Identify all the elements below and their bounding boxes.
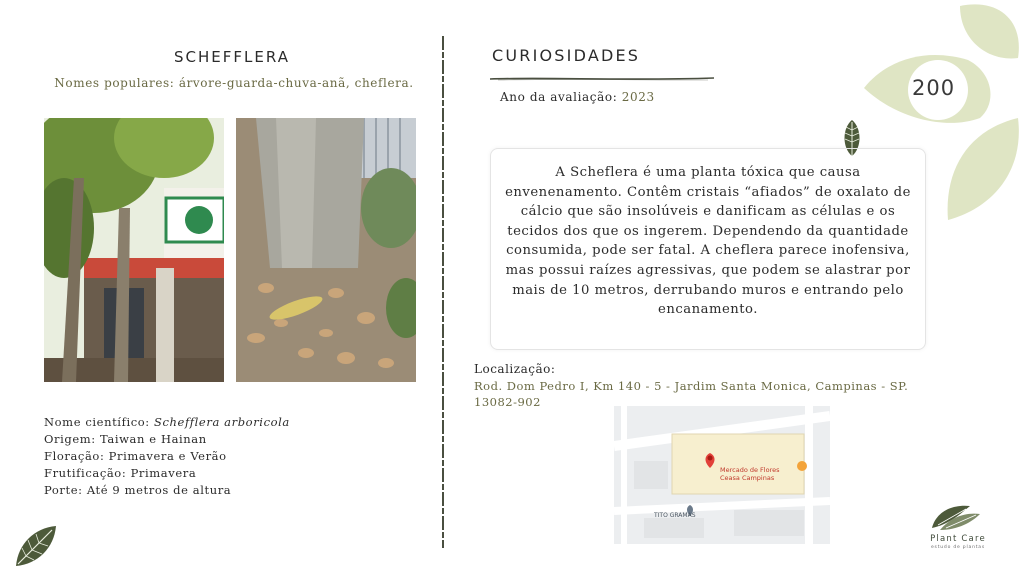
- plant-info: [44, 414, 290, 499]
- fruiting-row: Frutificação: Primavera: [44, 466, 197, 480]
- origin-row: Origem: Taiwan e Hainan: [44, 432, 207, 446]
- tree-photo-trunk: [236, 118, 416, 382]
- column-divider: [440, 36, 446, 548]
- year-label: Ano da avaliação:: [500, 90, 622, 104]
- map-secondary-label: TITO GRAMAS: [654, 512, 696, 519]
- plant-care-logo-icon: [930, 502, 982, 538]
- location-map[interactable]: [614, 406, 830, 544]
- map-place-label: Mercado de Flores Ceasa Campinas: [720, 466, 780, 482]
- location-address[interactable]: Rod. Dom Pedro I, Km 140 - 5 - Jardim Santa Monica, Campinas - SP. 13082-902: [474, 379, 909, 409]
- flowering-row: Floração: Primavera e Verão: [44, 449, 227, 463]
- leaf-icon-bottom-left: [12, 522, 60, 574]
- tree-photo-storefront: [44, 118, 224, 382]
- plant-title: SCHEFFLERA: [174, 48, 290, 66]
- badge-number: 200: [912, 76, 956, 100]
- scientific-name-label: Nome científico:: [44, 415, 155, 429]
- popular-names: Nomes populares: árvore-guarda-chuva-anã, cheflera.: [54, 76, 414, 90]
- curiosities-title: CURIOSIDADES: [492, 46, 641, 65]
- year-value: 2023: [621, 90, 655, 104]
- description-text: A Scheflera é uma planta tóxica que causa envenenamento. Contêm cristais “afiados” de oxalato de cálcio que são insolúveis e danificam as células e os tecidos dos que os ingerem. Dependendo da quantidade consumida, pode ser fatal. A cheflera parece inofensiva, mas possui raízes agressivas, que podem se alastrar por mais de 10 metros, derrubando muros e entrando pelo encanamento.: [505, 165, 911, 318]
- brand-tagline: estudo de plantas: [930, 545, 985, 550]
- location-label: Localização:: [474, 362, 556, 376]
- scientific-name-value: Schefflera arboricola: [154, 415, 290, 429]
- decorative-leaves: [848, 0, 1024, 234]
- evaluation-year: [500, 90, 655, 104]
- title-underline: [488, 68, 716, 87]
- brand-name: Plant Care: [930, 534, 986, 544]
- size-row: Porte: Até 9 metros de altura: [44, 483, 232, 497]
- scientific-name-row: [44, 414, 290, 431]
